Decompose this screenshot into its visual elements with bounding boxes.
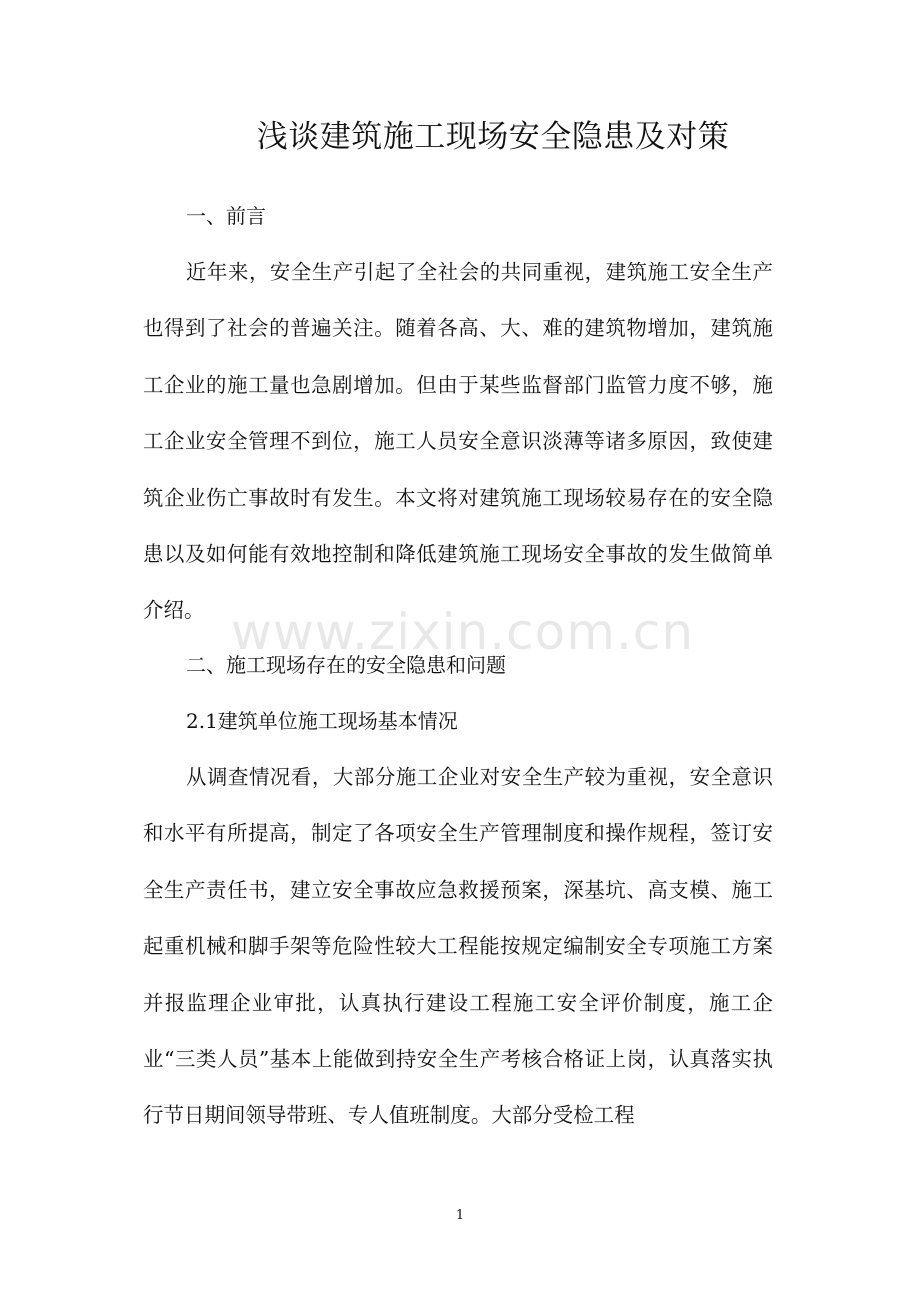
subsection-heading-2-1: 2.1建筑单位施工现场基本情况	[186, 709, 458, 733]
section-heading-preface: 一、前言	[186, 204, 266, 228]
document-title: 浅谈建筑施工现场安全隐患及对策	[256, 119, 730, 155]
watermark: www.zixin.com.cn	[230, 603, 695, 661]
page-number: 1	[455, 1208, 465, 1223]
section-heading-hazards: 二、施工现场存在的安全隐患和问题	[186, 653, 506, 677]
paragraph-site-situation: 从调查情况看，大部分施工企业对安全生产较为重视，安全意识和水平有所提高，制定了各项安全生产管理制度和操作规程，签订安全生产责任书，建立安全事故应急救援预案，深基坑、高支模、施工起重机械和脚手架等危险性较大工程能按规定编制安全专项施工方案并报监理企业审批，认真执行建设工程施工安全评价制度，施工企业“三类人员”基本上能做到持安全生产考核合格证上岗，认真落实执行节日期间领导带班、专人值班制度。大部分受检工程	[143, 765, 773, 1128]
paragraph-preface: 近年来，安全生产引起了全社会的共同重视，建筑施工安全生产也得到了社会的普遍关注。随着各高、大、难的建筑物增加，建筑施工企业的施工量也急剧增加。但由于某些监督部门监管力度不够，施工企业安全管理不到位，施工人员安全意识淡薄等诸多原因，致使建筑企业伤亡事故时有发生。本文将对建筑施工现场较易存在的安全隐患以及如何能有效地控制和降低建筑施工现场安全事故的发生做简单介绍。	[143, 260, 773, 623]
